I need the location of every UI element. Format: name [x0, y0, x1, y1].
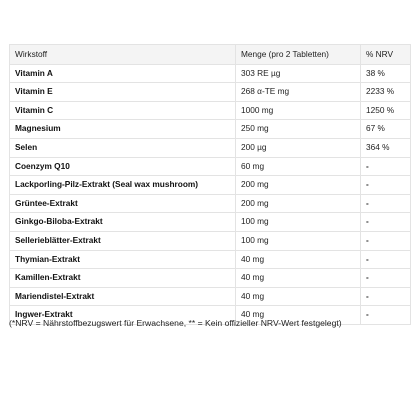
- table-row: [10, 213, 411, 232]
- header-nrv: % NRV: [361, 45, 411, 65]
- ingredient-cell: Selen: [10, 138, 236, 157]
- nutrient-table-container: [9, 44, 410, 325]
- ingredient-cell: Vitamin A: [10, 64, 236, 83]
- table-row: [10, 250, 411, 269]
- ingredient-cell: Coenzym Q10: [10, 157, 236, 176]
- table-row: [10, 120, 411, 139]
- table-row: [10, 231, 411, 250]
- header-amount: Menge (pro 2 Tabletten): [236, 45, 361, 65]
- table-row: [10, 176, 411, 195]
- ingredient-cell: Ginkgo-Biloba-Extrakt: [10, 213, 236, 232]
- amount-cell: 40 mg: [236, 269, 361, 288]
- table-row: [10, 83, 411, 102]
- table-row: [10, 287, 411, 306]
- nrv-cell: -: [361, 213, 411, 232]
- amount-cell: 200 mg: [236, 176, 361, 195]
- ingredient-cell: Kamillen-Extrakt: [10, 269, 236, 288]
- amount-cell: 1000 mg: [236, 101, 361, 120]
- nrv-cell: 364 %: [361, 138, 411, 157]
- nrv-cell: 2233 %: [361, 83, 411, 102]
- nrv-cell: -: [361, 157, 411, 176]
- ingredient-cell: Vitamin E: [10, 83, 236, 102]
- amount-cell: 303 RE µg: [236, 64, 361, 83]
- table-row: [10, 194, 411, 213]
- ingredient-cell: Vitamin C: [10, 101, 236, 120]
- ingredient-cell: Thymian-Extrakt: [10, 250, 236, 269]
- table-body: [10, 64, 411, 324]
- footnote: (*NRV = Nährstoffbezugswert für Erwachsene, ** = Kein offizieller NRV-Wert festgelegt): [9, 318, 342, 328]
- amount-cell: 200 mg: [236, 194, 361, 213]
- nrv-cell: 38 %: [361, 64, 411, 83]
- amount-cell: 60 mg: [236, 157, 361, 176]
- amount-cell: 250 mg: [236, 120, 361, 139]
- table-row: [10, 157, 411, 176]
- nutrient-table: [9, 44, 411, 325]
- nrv-cell: 1250 %: [361, 101, 411, 120]
- nrv-cell: -: [361, 231, 411, 250]
- header-ingredient: Wirkstoff: [10, 45, 236, 65]
- ingredient-cell: Lackporling-Pilz-Extrakt (Seal wax mushroom): [10, 176, 236, 195]
- ingredient-cell: Grüntee-Extrakt: [10, 194, 236, 213]
- amount-cell: 40 mg: [236, 306, 361, 325]
- amount-cell: 100 mg: [236, 213, 361, 232]
- table-row: [10, 101, 411, 120]
- ingredient-cell: Mariendistel-Extrakt: [10, 287, 236, 306]
- nrv-cell: -: [361, 269, 411, 288]
- amount-cell: 200 µg: [236, 138, 361, 157]
- nrv-cell: -: [361, 176, 411, 195]
- amount-cell: 100 mg: [236, 231, 361, 250]
- ingredient-cell: Ingwer-Extrakt: [10, 306, 236, 325]
- nrv-cell: -: [361, 287, 411, 306]
- nrv-cell: -: [361, 194, 411, 213]
- table-header: [10, 45, 411, 65]
- ingredient-cell: Magnesium: [10, 120, 236, 139]
- header-row: [10, 45, 411, 65]
- nrv-cell: -: [361, 306, 411, 325]
- amount-cell: 268 α-TE mg: [236, 83, 361, 102]
- amount-cell: 40 mg: [236, 287, 361, 306]
- amount-cell: 40 mg: [236, 250, 361, 269]
- table-row: [10, 138, 411, 157]
- nrv-cell: -: [361, 250, 411, 269]
- ingredient-cell: Sellerieblätter-Extrakt: [10, 231, 236, 250]
- table-row: [10, 64, 411, 83]
- nrv-cell: 67 %: [361, 120, 411, 139]
- table-row: [10, 269, 411, 288]
